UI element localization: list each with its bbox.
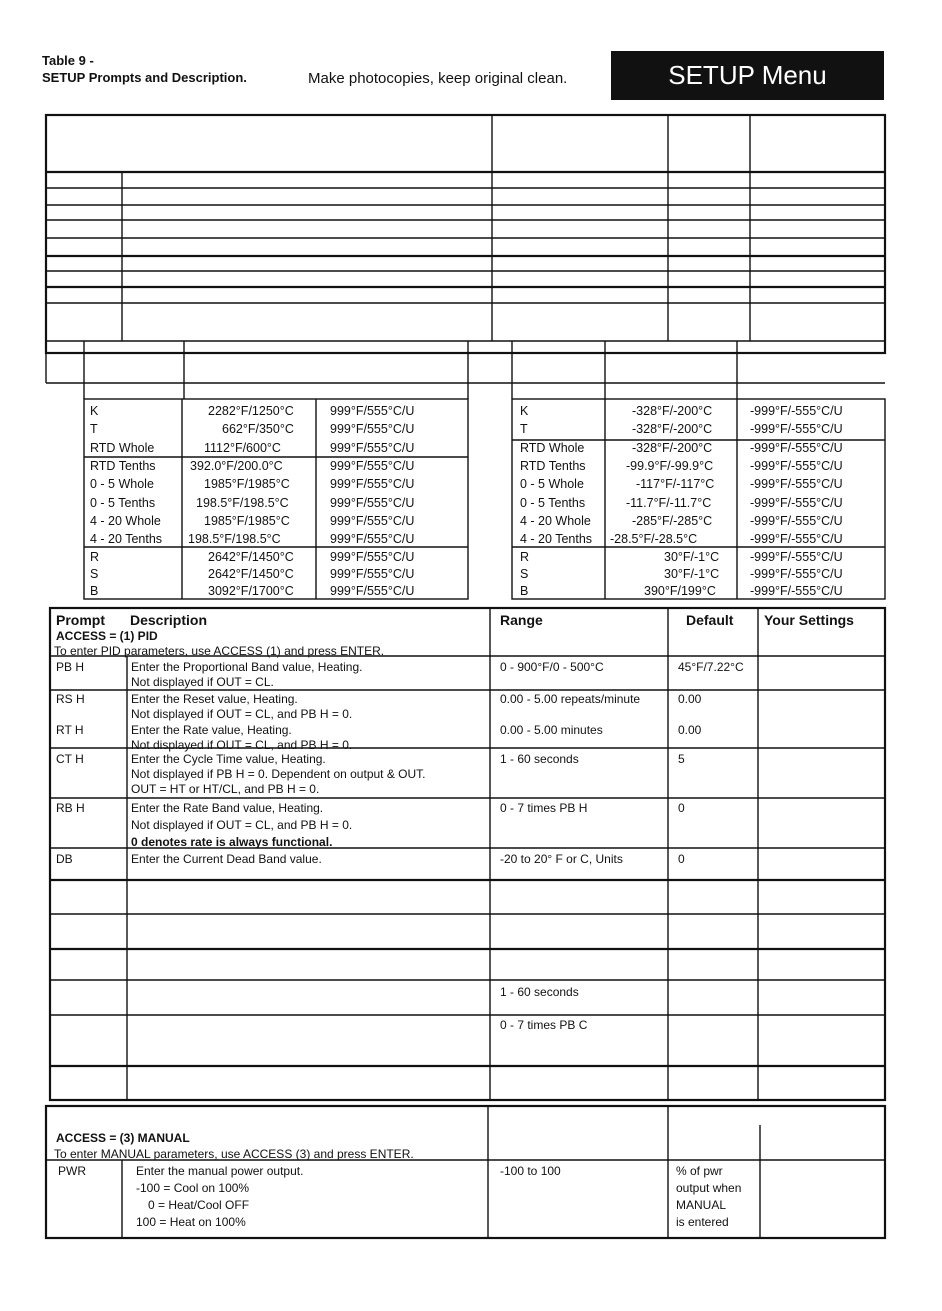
table-cell: -328°F/-200°C — [632, 441, 713, 455]
table-cell: -999°F/-555°C/U — [750, 404, 843, 418]
table-cell: 999°F/555°C/U — [330, 422, 415, 436]
table-cell: -328°F/-200°C — [632, 422, 713, 436]
range-cell: -100 to 100 — [500, 1164, 561, 1178]
table-cell: 0 - 5 Tenths — [520, 496, 586, 510]
default-line: MANUAL — [676, 1198, 727, 1212]
table-cell: -999°F/-555°C/U — [750, 567, 843, 581]
table-cell: -99.9°F/-99.9°C — [626, 459, 714, 473]
table-cell: R — [520, 550, 530, 564]
table-cell: 198.5°F/198.5°C — [188, 532, 281, 546]
table-cell: RTD Whole — [520, 441, 585, 455]
desc-line: Not displayed if PB H = 0. Dependent on output & OUT. — [131, 767, 426, 781]
desc-line: Not displayed if OUT = CL, and PB H = 0. — [131, 818, 353, 832]
table-cell: 999°F/555°C/U — [330, 584, 415, 598]
table-cell: 0 - 5 Whole — [90, 477, 154, 491]
col-header-prompt: Prompt — [56, 612, 105, 628]
table-cell: 392.0°F/200.0°C — [190, 459, 283, 473]
table-cell: 2282°F/1250°C — [208, 404, 294, 418]
table-title-line1: Table 9 - — [42, 53, 94, 68]
table-cell: -28.5°F/-28.5°C — [610, 532, 698, 546]
table-cell: 3092°F/1700°C — [208, 584, 294, 598]
default-cell: 5 — [678, 752, 685, 766]
desc-line: OUT = HT or HT/CL, and PB H = 0. — [131, 782, 320, 796]
table-cell: 999°F/555°C/U — [330, 477, 415, 491]
table-cell: 999°F/555°C/U — [330, 567, 415, 581]
desc-line: Enter the Proportional Band value, Heating. — [131, 660, 363, 674]
col-header-range: Range — [500, 612, 543, 628]
table-cell: 1112°F/600°C — [204, 441, 281, 455]
desc-line: Not displayed if OUT = CL. — [131, 675, 274, 689]
desc-line: 100 = Heat on 100% — [136, 1215, 246, 1229]
access-manual-label: ACCESS = (3) MANUAL — [56, 1131, 190, 1145]
default-line: output when — [676, 1181, 742, 1195]
table-cell: 662°F/350°C — [222, 422, 294, 436]
table-cell: 999°F/555°C/U — [330, 459, 415, 473]
range-cell: 0 - 7 times PB H — [500, 801, 588, 815]
col-header-your-settings: Your Settings — [764, 612, 854, 628]
range-cell: 1 - 60 seconds — [500, 985, 579, 999]
table-cell: -999°F/-555°C/U — [750, 477, 843, 491]
prompt-cell: RT H — [56, 723, 84, 737]
access-pid-label: ACCESS = (1) PID — [56, 629, 158, 643]
table-cell: S — [90, 567, 99, 581]
table-cell: -999°F/-555°C/U — [750, 441, 843, 455]
desc-line: Enter the Rate Band value, Heating. — [131, 801, 324, 815]
table-cell: K — [520, 404, 529, 418]
table-cell: T — [520, 422, 528, 436]
desc-line: -100 = Cool on 100% — [136, 1181, 250, 1195]
range-cell: 0 - 7 times PB C — [500, 1018, 588, 1032]
photocopy-note: Make photocopies, keep original clean. — [308, 70, 568, 87]
range-cell: 0.00 - 5.00 repeats/minute — [500, 692, 641, 706]
table-cell: -999°F/-555°C/U — [750, 514, 843, 528]
setup-menu-badge: SETUP Menu — [611, 51, 884, 100]
range-cell: 0 - 900°F/0 - 500°C — [500, 660, 604, 674]
desc-line: Enter the manual power output. — [136, 1164, 304, 1178]
table-cell: -11.7°F/-11.7°C — [626, 496, 712, 510]
table-cell: -999°F/-555°C/U — [750, 422, 843, 436]
prompt-cell: DB — [56, 852, 73, 866]
table-cell: 30°F/-1°C — [664, 567, 720, 581]
default-cell: 45°F/7.22°C — [678, 660, 744, 674]
table-cell: 999°F/555°C/U — [330, 404, 415, 418]
default-cell: 0.00 — [678, 723, 702, 737]
prompt-cell: RS H — [56, 692, 85, 706]
table-cell: 4 - 20 Tenths — [520, 532, 593, 546]
table-cell: -999°F/-555°C/U — [750, 550, 843, 564]
table-cell: 999°F/555°C/U — [330, 514, 415, 528]
table-cell: T — [90, 422, 98, 436]
table-cell: 999°F/555°C/U — [330, 441, 415, 455]
access-manual-note: To enter MANUAL parameters, use ACCESS (3) and press ENTER. — [54, 1147, 414, 1161]
desc-line: Not displayed if OUT = CL, and PB H = 0. — [131, 738, 353, 752]
table-cell: 4 - 20 Whole — [90, 514, 161, 528]
table-cell: -999°F/-555°C/U — [750, 584, 843, 598]
desc-line: Enter the Rate value, Heating. — [131, 723, 292, 737]
range-cell: 1 - 60 seconds — [500, 752, 579, 766]
desc-line: Enter the Current Dead Band value. — [131, 852, 322, 866]
default-line: % of pwr — [676, 1164, 723, 1178]
table-cell: 4 - 20 Whole — [520, 514, 591, 528]
desc-line: Enter the Reset value, Heating. — [131, 692, 298, 706]
prompt-cell: PB H — [56, 660, 85, 674]
range-cell: 0.00 - 5.00 minutes — [500, 723, 603, 737]
table-cell: 999°F/555°C/U — [330, 496, 415, 510]
table-cell: 2642°F/1450°C — [208, 550, 294, 564]
desc-line: Enter the Cycle Time value, Heating. — [131, 752, 326, 766]
prompt-cell: RB H — [56, 801, 85, 815]
prompt-cell: CT H — [56, 752, 84, 766]
table-cell: 0 - 5 Tenths — [90, 496, 156, 510]
table-cell: RTD Tenths — [90, 459, 156, 473]
col-header-description: Description — [130, 612, 208, 628]
default-cell: 0 — [678, 852, 685, 866]
table-cell: RTD Tenths — [520, 459, 586, 473]
table-cell: 2642°F/1450°C — [208, 567, 294, 581]
table-cell: K — [90, 404, 99, 418]
table-cell: 4 - 20 Tenths — [90, 532, 163, 546]
range-cell: -20 to 20° F or C, Units — [500, 852, 623, 866]
table-cell: 1985°F/1985°C — [204, 477, 290, 491]
table-cell: -328°F/-200°C — [632, 404, 713, 418]
prompt-cell: PWR — [58, 1164, 86, 1178]
default-line: is entered — [676, 1215, 729, 1229]
access-pid-note: To enter PID parameters, use ACCESS (1) and press ENTER. — [54, 644, 385, 658]
default-cell: 0.00 — [678, 692, 702, 706]
table-cell: RTD Whole — [90, 441, 155, 455]
col-header-default: Default — [686, 612, 734, 628]
table-cell: -999°F/-555°C/U — [750, 496, 843, 510]
table-cell: -999°F/-555°C/U — [750, 459, 843, 473]
desc-line: 0 = Heat/Cool OFF — [148, 1198, 250, 1212]
desc-line: 0 denotes rate is always functional. — [131, 835, 333, 849]
table-cell: 198.5°F/198.5°C — [196, 496, 289, 510]
table-cell: 999°F/555°C/U — [330, 550, 415, 564]
desc-line: Not displayed if OUT = CL, and PB H = 0. — [131, 707, 353, 721]
table-cell: 30°F/-1°C — [664, 550, 720, 564]
table-title-line2: SETUP Prompts and Description. — [42, 70, 247, 85]
table-cell: -285°F/-285°C — [632, 514, 713, 528]
table-cell: 999°F/555°C/U — [330, 532, 415, 546]
table-cell: 1985°F/1985°C — [204, 514, 290, 528]
table-cell: 390°F/199°C — [644, 584, 716, 598]
table-cell: B — [520, 584, 529, 598]
table-cell: S — [520, 567, 529, 581]
table-cell: -999°F/-555°C/U — [750, 532, 843, 546]
table-cell: R — [90, 550, 100, 564]
table-cell: -117°F/-117°C — [636, 477, 715, 491]
table-cell: B — [90, 584, 99, 598]
table-cell: 0 - 5 Whole — [520, 477, 584, 491]
default-cell: 0 — [678, 801, 685, 815]
